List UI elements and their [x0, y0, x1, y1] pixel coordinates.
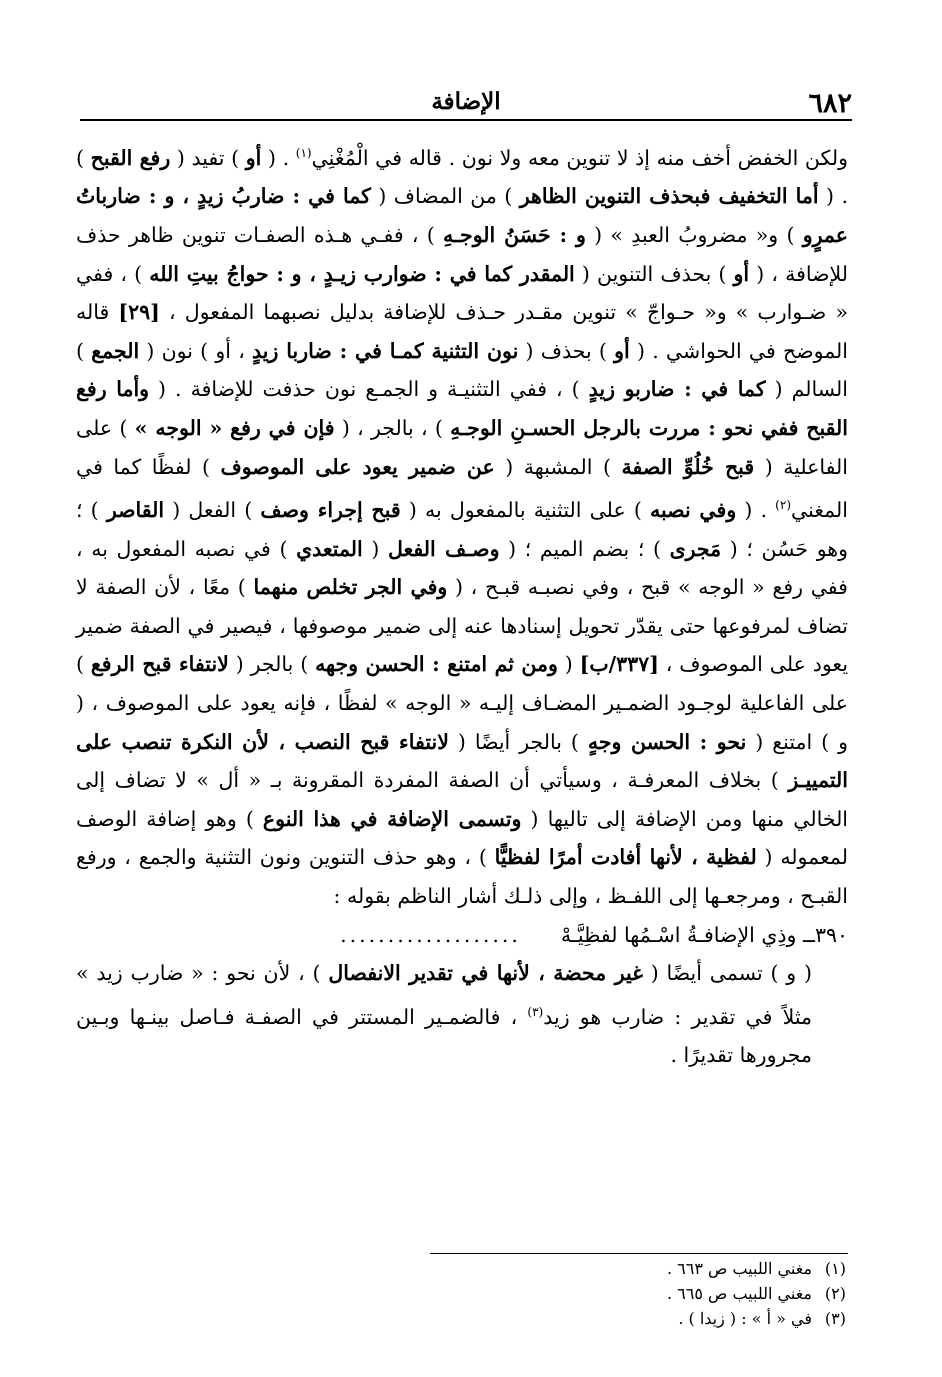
running-title: الإضافة — [431, 88, 501, 115]
footnote-text: مغني اللبيب ص ٦٦٣ . — [667, 1259, 812, 1278]
sharh-text: . ( — [736, 498, 776, 522]
verse-text: ٣٩٠ــ وذِي الإضافـةُ اسْـمُها لفظِيَّـهْ — [560, 922, 848, 947]
sharh-text: ) بالجر ( — [228, 652, 316, 677]
footnote-text: مغني اللبيب ص ٦٦٥ . — [667, 1284, 812, 1303]
sharh-text: ) الفعل ( — [164, 498, 261, 522]
sharh-text: ( — [557, 652, 580, 677]
matn-text: وفي الجر تخلص منهما — [253, 575, 448, 600]
sharh-text: ) ، ففي التثنيـة و الجمـع نون حذفت للإضافة . ( — [149, 377, 589, 402]
footnote-rule — [430, 1253, 848, 1254]
sharh-text: ) و« مضروبُ العبدِ » ( — [585, 223, 803, 248]
matn-text: عن ضمير يعود على الموصوف — [220, 454, 495, 479]
matn-text: [٣٣٧/ب] — [579, 652, 659, 677]
footnote-number: (٣) — [824, 1309, 846, 1328]
sharh-text: ) في نصبه المفعول به ، ففي رفع « الوجه » قبح ، وفي نصبـه قبـح ، ( — [76, 536, 848, 600]
matn-text: ومن ثم امتنع : الحسن وجهه — [315, 652, 558, 677]
matn-text: [٢٩] — [118, 300, 160, 325]
verse-line — [76, 916, 848, 955]
footnote-number: (٢) — [824, 1284, 846, 1303]
matn-text: وصـف الفعل — [388, 536, 500, 561]
sharh-text: ) على الفاعلية ( — [76, 415, 848, 479]
matn-text: لانتفاء قبح الرفع — [90, 652, 229, 677]
footnote — [667, 1256, 846, 1281]
matn-text: الجمع — [91, 338, 140, 363]
sharh-text: ) على الفاعلية لوجـود الضمـير المضـاف إليـه « الوجه » لفظًا ، فإنه يعود على الموصوف ، ( و ) امتنع ( — [76, 652, 849, 754]
sharh-text: ) على التثنية بالمفعول به ( — [400, 498, 650, 522]
matn-text: أو — [614, 338, 630, 363]
sharh-text: ( و ) تسمى أيضًا ( — [642, 961, 812, 986]
matn-text: وفي نصبه — [650, 498, 737, 522]
sharh-text: ( — [362, 536, 388, 561]
footnote — [667, 1281, 846, 1306]
sharh-text: ولكن الخفض أخف منه إذ لا تنوين معه ولا نون . قاله في الْمُغْنِي — [311, 145, 848, 170]
sharh-text: ) بالجر أيضًا ( — [448, 729, 588, 754]
matn-text: المتعدي — [296, 536, 363, 561]
footnote-number: (١) — [824, 1259, 846, 1278]
body-paragraph — [76, 134, 848, 916]
sharh-text: ) لفظًا كما في المغني — [76, 454, 848, 522]
sharh-text: ، فالضمـير المستتر في الصفـة فـاصل بينـها وبـين مجرورها تقديرًا . — [76, 1004, 812, 1068]
matn-text: لانتفاء قبح النصب ، لأن النكرة تنصب على التمييـز — [76, 729, 848, 793]
sharh-text: ) معًا ، لأن الصفة لا تضاف لمرفوعها حتى يقدّر تحويل إسنادها عنه إلى ضمير موصوفها ، فيصير في الصفة ضمير يعود على الموصوف ، — [76, 575, 849, 677]
matn-text: أو — [733, 261, 750, 286]
footnote-ref: (٣) — [527, 1004, 544, 1019]
sharh-text: قاله الموضح في الحواشي . ( — [76, 300, 848, 363]
matn-text: كما في : ضاربُ زيدٍ ، و : ضارباتُ عمرٍو — [76, 184, 848, 248]
sharh-text: ) ، بالجر ، ( — [334, 415, 451, 440]
sharh-text: ) المشبهة ( — [494, 454, 622, 479]
sharh-text: ) ، ففـي هـذه الصفـات تنوين ظاهر حذف للإضافة ، ( — [76, 223, 849, 286]
main-text — [76, 134, 848, 1075]
sharh-text: ) من المضاف ( — [370, 184, 520, 209]
matn-text: قبح خُلُوِّ الصفة — [621, 454, 755, 479]
page-header — [80, 88, 852, 118]
sharh-text: ) وهو إضافة الوصف لمعموله ( — [76, 806, 848, 870]
page-number: ٦٨٢ — [808, 88, 852, 119]
closing-paragraph — [76, 954, 848, 1075]
sharh-text: ) ؛ بضم الميم ؛ ( — [499, 536, 670, 561]
header-rule — [80, 119, 852, 121]
sharh-text: ) تفيد ( — [170, 145, 246, 170]
sharh-text: ) بحذف ( — [518, 338, 615, 363]
footnote-text: في « أ » : ( زيدا ) . — [678, 1309, 812, 1328]
matn-text: قبح إجراء وصف — [260, 498, 401, 522]
footnote — [667, 1306, 846, 1331]
footnote-ref: (١) — [295, 146, 312, 160]
matn-text: القاصر — [106, 498, 165, 522]
matn-text: وأما رفع القبح ففي نحو : مررت بالرجل الحسـنِ الوجـهِ — [76, 377, 848, 440]
verse-dots: ................... — [340, 922, 521, 947]
sharh-text: ، أو ) نون ( — [139, 338, 253, 363]
matn-text: المقدر كما في : ضوارب زيـدٍ ، و : حواجُ بيتِ الله — [149, 261, 575, 286]
matn-text: نون التثنية كمـا في : ضاربا زيدٍ — [252, 338, 519, 363]
matn-text: أما التخفيف فبحذف التنوين الظاهر — [519, 184, 819, 209]
sharh-text: ) . ( — [76, 145, 848, 209]
matn-text: فإن في رفع « الوجه » — [134, 415, 335, 440]
sharh-text: ) ، وهو حذف التنوين ونون التثنية والجمع ، ورفع القبـح ، ومرجعـها إلى اللفـظ ، وإلى ذلـك أشار الناظم بقوله : — [76, 845, 848, 908]
matn-text: مَجرى — [669, 536, 722, 561]
matn-text: نحو : الحسن وجهٍ — [587, 729, 747, 754]
footnote-ref: (٢) — [775, 498, 791, 513]
sharh-text: ) بخلاف المعرفـة ، وسيأتي أن الصفة المفردة المقرونة بـ « أل » لا تضاف إلى الخالي منها ومن الإضافة إلى تاليها ( — [76, 768, 849, 831]
sharh-text: ) السالم ( — [76, 338, 848, 402]
sharh-text: ) ، لأن نحو : « ضارب زيد » مثلاً في تقدير : ضارب هو زيد — [76, 961, 812, 1029]
sharh-text: . ( — [261, 145, 296, 170]
footnotes — [667, 1256, 846, 1331]
matn-text: لفظية ، لأنها أفادت أمرًا لفظيًّا — [494, 845, 757, 870]
matn-text: رفع القبح — [90, 145, 171, 170]
matn-text: و : حَسَنُ الوجـهِ — [443, 223, 586, 248]
sharh-text: ) ؛ وهو حَسُن ؛ ( — [76, 498, 848, 561]
sharh-text: ) ، ففي « ضـوارب » و« حـواجّ » تنوين مقـدر حـذف للإضافة بدليل نصبهما المفعول ، — [76, 261, 848, 325]
matn-text: وتسمى الإضافة في هذا النوع — [262, 806, 522, 831]
matn-text: أو — [245, 145, 262, 170]
matn-text: غير محضة ، لأنها في تقدير الانفصال — [328, 961, 643, 986]
matn-text: كما في : ضاربو زيدٍ — [588, 377, 766, 402]
sharh-text: ) بحذف التنوين ( — [574, 261, 734, 286]
